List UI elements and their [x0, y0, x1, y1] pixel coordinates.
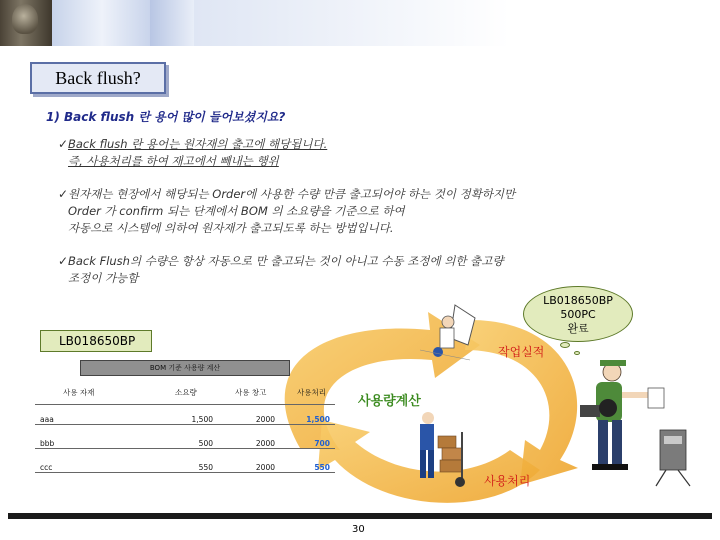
table-divider — [35, 448, 335, 449]
page-number: 30 — [352, 524, 365, 535]
table-divider — [35, 424, 335, 425]
table-row — [35, 435, 335, 459]
material-name: ccc — [40, 463, 53, 472]
used-qty: 550 — [314, 463, 330, 472]
check-icon: ✓ — [58, 137, 69, 151]
required-qty: 500 — [198, 439, 213, 448]
footer-bar — [8, 513, 712, 519]
bullet-line: 즉, 사용처리를 하여 재고에서 빼내는 행위 — [68, 154, 279, 168]
used-qty: 1,500 — [306, 415, 330, 424]
usage-calc-label: 사용량계산 — [358, 394, 421, 409]
check-icon: ✓ — [58, 254, 69, 268]
table-divider — [35, 404, 335, 405]
required-qty: 1,500 — [191, 415, 213, 424]
question-heading: 1) Back flush 란 용어 많이 들어보셨지요? — [46, 110, 286, 124]
usage-process-label: 사용처리 — [484, 474, 531, 488]
column-header: 사용 창고 — [235, 388, 267, 397]
used-qty: 700 — [314, 439, 330, 448]
status-bubble — [523, 286, 633, 342]
bullet-line: 자동으로 시스템에 의하여 원자재가 출고되도록 하는 방법입니다. — [68, 221, 394, 235]
bullet-line: Back flush 란 용어는 원자재의 출고에 해당됩니다. — [68, 137, 328, 151]
bubble-line: 완료 — [567, 322, 589, 335]
bubble-line: LB018650BP — [543, 294, 613, 307]
bubble-line: 500PC — [560, 308, 596, 321]
required-qty: 550 — [198, 463, 213, 472]
column-header: 사용 자재 — [63, 388, 95, 397]
warehouse-stock: 2000 — [255, 463, 275, 472]
order-code-box: LB018650BP — [40, 330, 152, 352]
bubble-tail — [574, 351, 580, 355]
worker-machine-illustration — [580, 360, 690, 486]
bom-usage-table — [35, 383, 335, 483]
slide-title: Back flush? — [55, 68, 141, 88]
bom-header-box: BOM 기준 사용량 계산 — [80, 360, 290, 376]
table-header-row — [35, 383, 335, 405]
column-header: 사용처리 — [297, 388, 326, 397]
bullet-line: 조정이 가능함 — [68, 271, 139, 285]
column-header: 소요량 — [175, 388, 197, 397]
bullet-line: Order 가 confirm 되는 단계에서 BOM 의 소요량을 기준으로 하여 — [68, 204, 405, 218]
work-result-label: 작업실적 — [498, 345, 545, 359]
table-row — [35, 459, 335, 483]
table-divider — [35, 472, 335, 473]
check-icon: ✓ — [58, 187, 69, 201]
material-name: aaa — [40, 415, 54, 424]
bullet-line: Back Flush의 수량은 항상 자동으로 만 출고되는 것이 아니고 수동 조정에 의한 출고량 — [68, 254, 504, 268]
table-row — [35, 411, 335, 435]
warehouse-stock: 2000 — [255, 439, 275, 448]
warehouse-stock: 2000 — [255, 415, 275, 424]
bullet-line: 원자재는 현장에서 해당되는 Order에 사용한 수량 만큼 출고되어야 하는 것이 정확하지만 — [68, 187, 516, 201]
bubble-tail — [560, 342, 570, 348]
material-name: bbb — [40, 439, 55, 448]
